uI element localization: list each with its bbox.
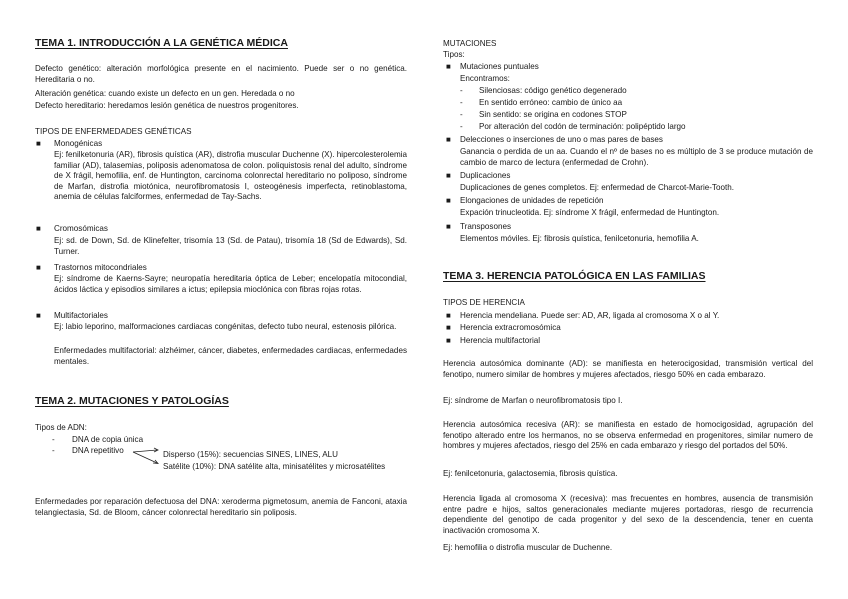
defecto-genetico-text: Defecto genético: alteración morfológica presente en el nacimiento. Puede ser o no genética. Hereditaria o no.: [35, 64, 407, 84]
dash-icon: -: [52, 446, 55, 455]
herencia-ad-text: Herencia autosómica dominante (AD): se manifiesta en heterocigosidad, transmisión vertical del fenotipo, numero similar de hombres y mujeres afectados, riesgo 50% en cada embarazo.: [443, 359, 813, 379]
branch-arrow-icon: [131, 446, 163, 468]
bullet-icon: ■: [36, 224, 41, 233]
herencia-ar-text: Herencia autosómica recesiva (AR): se manifiesta en estado de homocigosidad, agrupación del fenotipo alterado entre los hermanos, no se observa enfermedad en progenitores, similar numero de hombres y mujeres afectados, riesgo del 25% en cada embarazo y riesgo del portados del 50%.: [443, 420, 813, 450]
bullet-icon: ■: [36, 139, 41, 148]
tipos-herencia-title: TIPOS DE HERENCIA: [443, 298, 525, 307]
bullet-icon: ■: [446, 62, 451, 71]
herencia-x-text: Herencia ligada al cromosoma X (recesiva): mas frecuentes en hombres, ausencia de transmisión entre padre e hijos, saltos generacionales mediante mujeres portadoras, riesgo de recurrencia dependiente del genotipo de cada progenitor y del sexo de la descendencia, tener en cuenta inactivación cromosoma X.: [443, 494, 813, 535]
multifactoriales-text2: Enfermedades multifactorial: alzhéimer, cáncer, diabetes, enfermedades cardiacas, enfermedades mentales.: [54, 346, 407, 366]
monogenicas-label: Monogénicas: [54, 139, 103, 148]
bullet-icon: ■: [36, 263, 41, 272]
disperso-text: Disperso (15%): secuencias SINES, LINES, ALU: [163, 450, 338, 459]
dash-icon: -: [52, 435, 55, 444]
tipos-adn-label: Tipos de ADN:: [35, 423, 87, 432]
erroneo-text: En sentido erróneo: cambio de único aa: [479, 98, 623, 107]
mitocondriales-text: Ej: síndrome de Kaerns-Sayre; neuropatía hereditaria óptica de Leber; encelopatía mitocondial, ácidos láctica y episodios similares a ictus; epilepsia mioclónica con fibras rojas rotas.: [54, 274, 407, 294]
bullet-icon: ■: [446, 135, 451, 144]
encontramos-label: Encontramos:: [460, 74, 510, 83]
herencia-ar-example: Ej: fenilcetonuria, galactosemia, fibrosis quística.: [443, 469, 618, 478]
silenciosas-text: Silenciosas: código genético degenerado: [479, 86, 627, 95]
dash-icon: -: [460, 98, 463, 107]
tipos-enfermedades-title: TIPOS DE ENFERMEDADES GENÉTICAS: [35, 127, 192, 136]
multifactoriales-text: Ej: labio leporino, malformaciones cardiacas congénitas, defecto tubo neural, estenosis pilórica.: [54, 322, 397, 331]
transposones-text: Elementos móviles. Ej: fibrosis quística, fenilcetonuria, hemofilia A.: [460, 234, 699, 243]
dash-icon: -: [460, 122, 463, 131]
tema3-title: TEMA 3. HERENCIA PATOLÓGICA EN LAS FAMILIAS: [443, 270, 706, 282]
dash-icon: -: [460, 86, 463, 95]
satelite-text: Satélite (10%): DNA satélite alta, minisatélites y microsatélites: [163, 462, 386, 471]
tema2-title: TEMA 2. MUTACIONES Y PATOLOGÍAS: [35, 395, 229, 407]
delecciones-label: Delecciones o inserciones de uno o mas pares de bases: [460, 135, 663, 144]
tipos-label: Tipos:: [443, 50, 465, 59]
herencia-extracromosomica: Herencia extracromosómica: [460, 323, 561, 332]
elongaciones-text: Expación trinucleotida. Ej: síndrome X frágil, enfermedad de Huntington.: [460, 208, 720, 217]
dna-copia-unica: DNA de copia única: [72, 435, 144, 444]
alteracion-codon-text: Por alteración del codón de terminación: polipéptido largo: [479, 122, 686, 131]
defecto-hereditario-text: Defecto hereditario: heredamos lesión genética de nuestros progenitores.: [35, 101, 299, 110]
elongaciones-label: Elongaciones de unidades de repetición: [460, 196, 604, 205]
bullet-icon: ■: [446, 171, 451, 180]
transposones-label: Transposones: [460, 222, 511, 231]
mutaciones-title: MUTACIONES: [443, 39, 497, 48]
herencia-x-example: Ej: hemofilia o distrofia muscular de Duchenne.: [443, 543, 613, 552]
cromosomicas-label: Cromosómicas: [54, 224, 108, 233]
bullet-icon: ■: [446, 222, 451, 231]
bullet-icon: ■: [446, 311, 451, 320]
delecciones-text: Ganancia o perdida de un aa. Cuando el nº de bases no es múltiplo de 3 se produce mutación de cambio de marco de lectura (enfermedad de Crohn).: [460, 147, 813, 167]
bullet-icon: ■: [446, 336, 451, 345]
sin-sentido-text: Sin sentido: se origina en codones STOP: [479, 110, 627, 119]
cromosomicas-text: Ej: sd. de Down, Sd. de Klinefelter, trisomía 13 (Sd. de Patau), trisomía 18 (Sd de Edwards), Sd. Turner.: [54, 236, 407, 256]
dna-repetitivo: DNA repetitivo: [72, 446, 124, 455]
reparacion-text: Enfermedades por reparación defectuosa del DNA: xeroderma pigmetosum, anemia de Fanconi, ataxia telangiectasia, Sd. de Bloom, cáncer colonrectal hereditario sin poliposis.: [35, 497, 407, 517]
dash-icon: -: [460, 110, 463, 119]
bullet-icon: ■: [446, 196, 451, 205]
herencia-mendeliana: Herencia mendeliana. Puede ser: AD, AR, ligada al cromosoma X o al Y.: [460, 311, 720, 320]
multifactoriales-label: Multifactoriales: [54, 311, 108, 320]
duplicaciones-text: Duplicaciones de genes completos. Ej: enfermedad de Charcot-Marie-Tooth.: [460, 183, 734, 192]
alteracion-genetica-text: Alteración genética: cuando existe un defecto en un gen. Heredada o no: [35, 89, 295, 98]
herencia-ad-example: Ej: síndrome de Marfan o neurofibromatosis tipo I.: [443, 396, 623, 405]
mitocondriales-label: Trastornos mitocondriales: [54, 263, 147, 272]
tema1-title: TEMA 1. INTRODUCCIÓN A LA GENÉTICA MÉDICA: [35, 37, 288, 49]
duplicaciones-label: Duplicaciones: [460, 171, 511, 180]
bullet-icon: ■: [446, 323, 451, 332]
bullet-icon: ■: [36, 311, 41, 320]
puntuales-label: Mutaciones puntuales: [460, 62, 539, 71]
monogenicas-text: Ej: fenilketonuria (AR), fibrosis quística (AR), distrofia muscular Duchenne (X). hipercolesterolemia familiar (AD), talasemias, poliposis adenomatosa de colon. poliquistosis renal del adulto, síndrome de X frágil, hemofilia, enf. de Huntington, carcinoma colonrectal hereditario no poliposo, síndrome de Marfan, distrofia miotónica, neurofibromatosis I, osteogénesis imperfecta, retinoblastoma, anemia de células falciformes, enfermedad de Tay-Sachs.: [54, 150, 407, 201]
herencia-multifactorial: Herencia multifactorial: [460, 336, 541, 345]
